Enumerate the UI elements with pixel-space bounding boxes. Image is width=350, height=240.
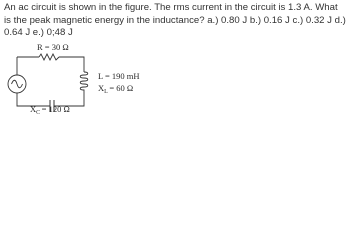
inductor-icon [80, 72, 88, 91]
inductor-reactance-symbol: X [98, 83, 105, 93]
capacitor-reactance-sub: C [36, 110, 41, 116]
resistor-icon [39, 54, 59, 60]
circuit-diagram [0, 0, 350, 116]
resistor-label: R = 30 Ω [37, 42, 69, 52]
capacitor-reactance-symbol: X [30, 104, 37, 114]
question-text: An ac circuit is shown in the figure. The rms current in the circuit is 1.3 A. What is the peak magnetic energy in the inductance? a.) 0.80 J b.) 0.16 J c.) 0.32 J d.) 0.64 J e.) 0;48 J [4, 2, 346, 38]
capacitor-reactance-label [30, 104, 70, 116]
left-wire [17, 57, 38, 106]
inductor-label: L = 190 mH [98, 71, 140, 81]
capacitor-reactance-value: = 120 Ω [41, 104, 70, 114]
inductor-reactance-label [98, 83, 133, 95]
ac-source-icon [8, 75, 26, 93]
inductor-reactance-value: = 60 Ω [109, 83, 134, 93]
inductor-reactance-sub: L [104, 89, 108, 95]
